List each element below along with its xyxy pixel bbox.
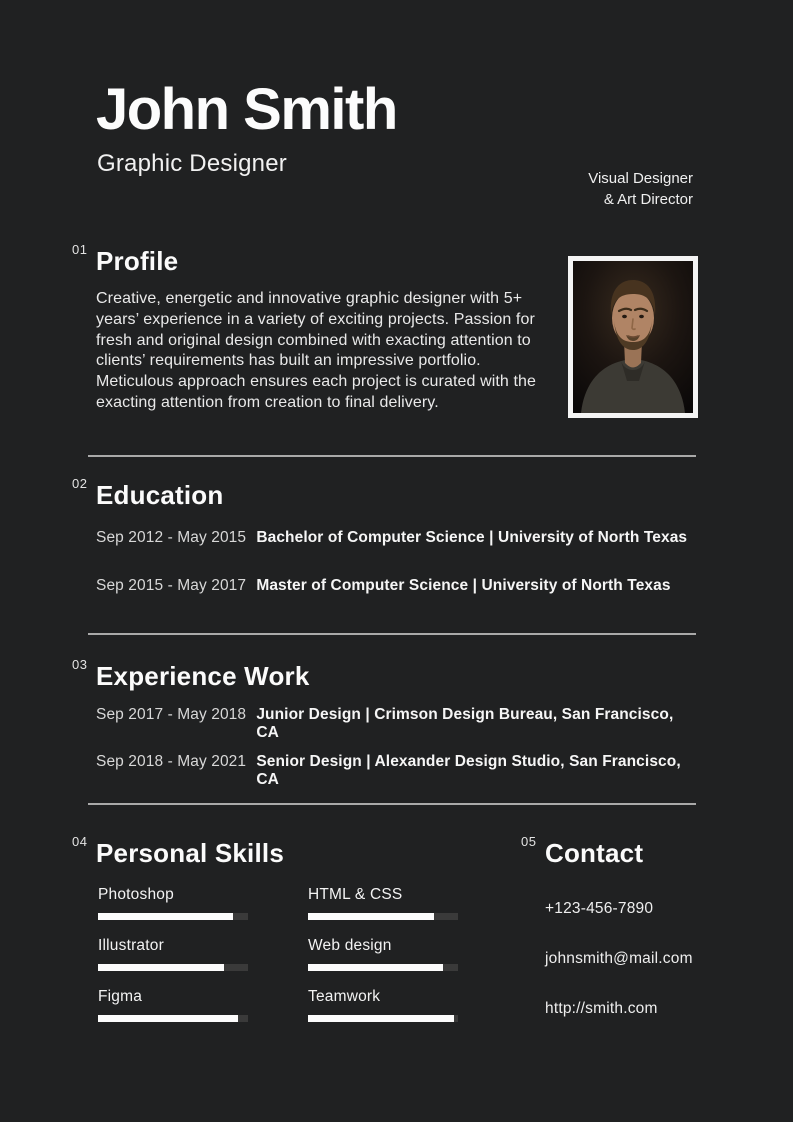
section-number-skills: 04: [72, 834, 88, 849]
section-number-education: 02: [72, 476, 88, 491]
tagline-line-2: & Art Director: [603, 191, 693, 208]
section-heading-experience: [72, 657, 310, 692]
skill-item: [98, 886, 248, 920]
education-dates: Sep 2012 - May 2015: [96, 529, 247, 546]
skill-item: [308, 988, 458, 1022]
profile-photo: [568, 256, 698, 418]
education-row: [96, 577, 716, 595]
skill-label: Photoshop: [98, 886, 174, 903]
skill-bar: [98, 964, 248, 971]
skill-bar-fill: [98, 913, 233, 920]
education-detail: Bachelor of Computer Science | University of North Texas: [256, 529, 688, 546]
contact-phone: +123-456-7890: [545, 900, 654, 917]
skill-bar-fill: [98, 1015, 238, 1022]
section-title-contact: Contact: [545, 838, 644, 868]
skill-item: [308, 937, 458, 971]
skill-item: [98, 988, 248, 1022]
experience-dates: Sep 2017 - May 2018: [96, 706, 247, 723]
section-title-education: Education: [96, 480, 224, 510]
divider-after-experience: [88, 803, 696, 805]
skill-label: Illustrator: [98, 937, 164, 954]
divider-after-education: [88, 633, 696, 635]
skill-bar-fill: [98, 964, 224, 971]
person-tagline: [588, 168, 693, 210]
person-job-title: Graphic Designer: [97, 150, 287, 177]
experience-detail: Junior Design | Crimson Design Bureau, San Francisco, CA: [256, 706, 674, 741]
divider-after-profile: [88, 455, 696, 457]
education-row: [96, 529, 716, 547]
section-number-experience: 03: [72, 657, 88, 672]
section-number-contact: 05: [521, 834, 537, 849]
section-heading-contact: [521, 834, 644, 869]
skill-bar-fill: [308, 913, 434, 920]
skill-label: Teamwork: [308, 988, 381, 1005]
skill-bar-fill: [308, 1015, 454, 1022]
skill-label: HTML & CSS: [308, 886, 403, 903]
section-heading-skills: [72, 834, 284, 869]
contact-email: johnsmith@mail.com: [545, 950, 693, 967]
section-heading-profile: [72, 242, 179, 277]
section-heading-education: [72, 476, 224, 511]
skill-bar: [308, 1015, 458, 1022]
skill-label: Web design: [308, 937, 392, 954]
person-name: John Smith: [96, 77, 397, 142]
skill-item: [308, 886, 458, 920]
experience-detail: Senior Design | Alexander Design Studio, San Francisco, CA: [256, 753, 681, 788]
section-title-profile: Profile: [96, 246, 179, 276]
section-number-profile: 01: [72, 242, 88, 257]
skill-item: [98, 937, 248, 971]
tagline-line-1: Visual Designer: [588, 170, 693, 187]
education-detail: Master of Computer Science | University of North Texas: [256, 577, 671, 594]
skill-label: Figma: [98, 988, 143, 1005]
education-dates: Sep 2015 - May 2017: [96, 577, 247, 594]
skill-bar: [308, 964, 458, 971]
experience-row: [96, 753, 716, 789]
skill-bar-fill: [308, 964, 443, 971]
skill-bar: [98, 1015, 248, 1022]
experience-dates: Sep 2018 - May 2021: [96, 753, 247, 770]
experience-row: [96, 706, 716, 742]
man-portrait-illustration: [573, 261, 693, 413]
contact-website: http://smith.com: [545, 1000, 658, 1017]
profile-summary-text: Creative, energetic and innovative graphic designer with 5+ years’ experience in a variety of exciting projects. Passion for fresh and original design combined with exacting attention to clients’ requirements has built an impressive portfolio. Meticulous approach ensures each project is curated with the exacting attention from creation to final delivery.: [96, 290, 537, 411]
skill-bar: [98, 913, 248, 920]
skill-bar: [308, 913, 458, 920]
section-title-skills: Personal Skills: [96, 838, 284, 868]
section-title-experience: Experience Work: [96, 661, 310, 691]
